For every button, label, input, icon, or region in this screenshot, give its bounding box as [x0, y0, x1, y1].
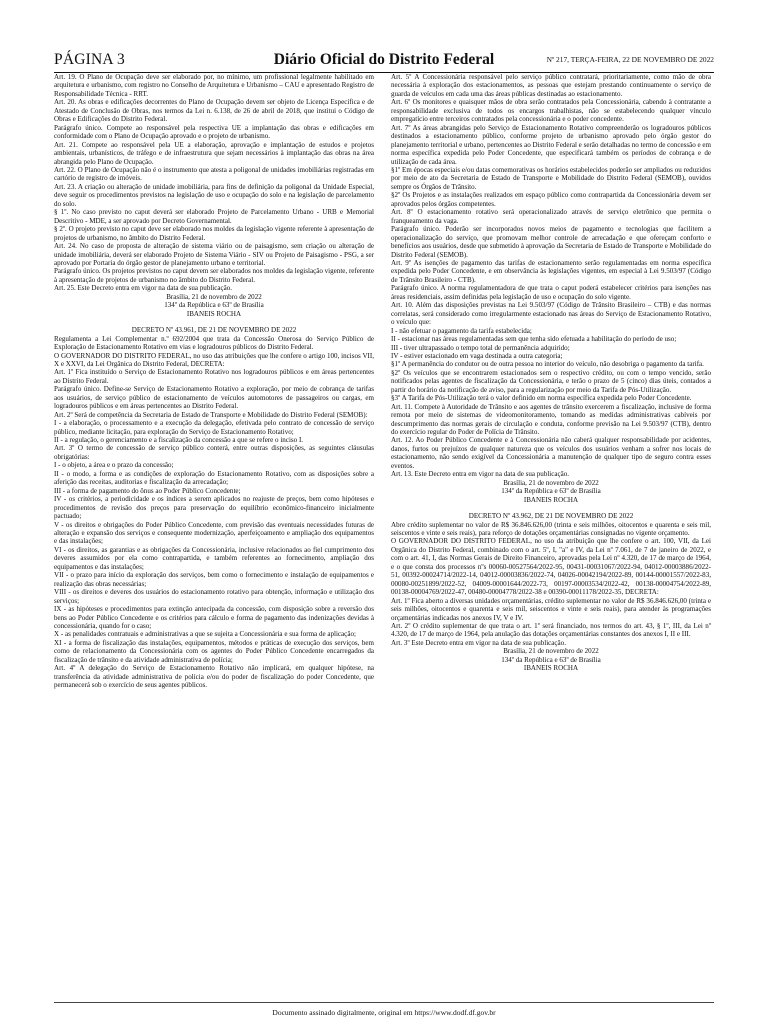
- paragraph: Art. 2º Será de competência da Secretaria de Estado de Transporte e Mobilidade do Distrito Federal (SEMOB):: [54, 410, 368, 419]
- paragraph: DECRETO Nº 43.962, DE 21 DE NOVEMBRO DE 2022: [468, 512, 634, 521]
- paragraph: VI - os direitos, as garantias e as obrigações da Concessionária, inclusive relacionados ao fiel cumprimento dos deveres assumidos por ela como contrapartida, e também referentes ao fornecimento, ampliação dos equipamentos e das instalações;: [54, 545, 374, 571]
- paragraph: VII - o prazo para início da exploração dos serviços, bem como o fornecimento e instalação de equipamentos e realização das obras necessárias;: [54, 571, 374, 588]
- paragraph: I - não efetuar o pagamento da tarifa estabelecida;: [391, 326, 532, 335]
- paragraph: §2º Os Projetos e as instalações realizados em espaço público como contrapartida da Concessionária devem ser aprovados pelos órgãos competentes.: [391, 191, 711, 208]
- page-number: PÁGINA 3: [54, 51, 125, 68]
- paragraph: II - estacionar nas áreas regulamentadas sem que tenha sido efetuada a habilitação do período de uso;: [391, 335, 677, 344]
- paragraph: Art. 1º Fica aberto a diversas unidades orçamentárias, crédito suplementar no valor de R$ 36.846.626,00 (trinta e seis milhões, oitocentos e quarenta e seis mil, seiscentos e vinte e seis reais), para atender às programações orçamentárias indicadas nos anexos IV, V e IV.: [391, 596, 711, 622]
- paragraph: § 2º. O projeto previsto no caput deve ser elaborado nos moldes da legislação vigente referente à apresentação de projetos de urbanismo, no âmbito do Distrito Federal.: [54, 225, 374, 242]
- paragraph: V - os direitos e obrigações do Poder Público Concedente, com previsão das eventuais necessidades futuras de alteração e expansão dos serviços e consequente modernização, aperfeiçoamento e ampliação dos equipamentos e das instalações;: [54, 520, 374, 546]
- paragraph: DECRETO Nº 43.961, DE 21 DE NOVEMBRO DE 2022: [131, 326, 297, 335]
- paragraph: Parágrafo único. Compete ao responsável pela respectiva UE a implantação das obras e edificações em conformidade com o Plano de Ocupação aprovado e o projeto de urbanismo.: [54, 123, 374, 141]
- paragraph: §1º A permanência do condutor ou de outra pessoa no interior do veículo, não desobriga o pagamento da tarifa.: [391, 360, 704, 369]
- paragraph: X - as penalidades contratuais e administrativas a que se sujeita a Concessionária e sua forma de aplicação;: [54, 630, 356, 639]
- paragraph: Brasília, 21 de novembro de 2022: [503, 478, 599, 487]
- paragraph: Art. 11. Compete à Autoridade de Trânsito e aos agentes de trânsito exercerem a fiscalização, inclusive de forma remota por meio de sistemas de videomonitoramento, tomando as medidas administrativas cabíveis por descumprimento das normas gerais de circulação e conduta, conforme previsão na Lei 9.503/97 (CTB), dentro do exercício regular do Poder de Polícia de Trânsito.: [391, 402, 711, 437]
- paragraph: 134º da República e 63º de Brasília: [164, 301, 264, 310]
- paragraph: Art. 21. Compete ao responsável pela UE a elaboração, aprovação e implantação de estudos e projetos ambientais, urbanísticos, de tráfego e de infraestrutura que sejam necessários à implantação das obras na área abrangida pelo Plano de Ocupação.: [54, 140, 374, 166]
- paragraph: 134º da República e 63º de Brasília: [501, 487, 601, 496]
- paragraph: Art. 19. O Plano de Ocupação deve ser elaborado por, no mínimo, um profissional legalmente habilitado em arquitetura e urbanismo, com registro no Conselho de Arquitetura e Urbanismo – CAU e apresentado Registro de Responsabilidade Técnica - RRT.: [54, 73, 374, 98]
- paragraph: Art. 3º Este Decreto entra em vigor na data de sua publicação.: [391, 638, 566, 647]
- paragraph: XI - a forma de fiscalização das instalações, equipamentos, métodos e práticas de execução dos serviços, bem como de relacionamento da Concessionária com os agentes do Poder Público Concedente encarregados da fiscalização de trânsito e da atividade administrativa de polícia;: [54, 638, 374, 664]
- paragraph: Art. 1º Fica instituído o Serviço de Estacionamento Rotativo nos logradouros públicos e em áreas pertencentes ao Distrito Federal.: [54, 368, 374, 385]
- paragraph: Art. 5º A Concessionária responsável pelo serviço público contratará, prioritariamente, como mão de obra necessária à exploração dos estacionamentos, as pessoas que estejam prestando continuamente o serviço de guarda de veículos em cada uma das áreas públicas destinadas ao estacionamento.: [391, 73, 711, 98]
- paragraph: Brasília, 21 de novembro de 2022: [166, 292, 262, 301]
- paragraph: I - a elaboração, o processamento e a execução da delegação, efetivada pelo contrato de concessão de serviço público, mediante licitação, para exploração do Serviço de Estacionamento Rotativo;: [54, 419, 374, 436]
- footer-divider: [54, 1002, 714, 1003]
- paragraph: Art. 22. O Plano de Ocupação não é o instrumento que atesta a poligonal de unidades imobiliárias registradas em cartório de registro de imóveis.: [54, 165, 374, 183]
- paragraph: IV - os critérios, a periodicidade e os índices a serem aplicados no reajuste de preços, bem como hipóteses e procedimentos de revisão dos preços para preservação do equilíbrio econômico-financeiro inicialmente pactuado;: [54, 495, 374, 521]
- paragraph: § 1º. No caso previsto no caput deverá ser elaborado Projeto de Parcelamento Urbano - URB e Memorial Descritivo - MDE, a ser aprovado por Decreto Governamental.: [54, 208, 374, 225]
- paragraph: §1º Em épocas especiais e/ou datas comemorativas os horários estabelecidos poderão ser ampliados ou reduzidos por meio de ato da Secretaria de Estado de Transporte e Mobilidade do Distrito Federal (SEMOB), ouvidos sempre os Órgãos de Trânsito.: [391, 165, 711, 191]
- paragraph: IV - estiver estacionado em vaga destinada a outra categoria;: [391, 351, 563, 360]
- paragraph: Parágrafo único. Poderão ser incorporados novos meios de pagamento e tecnologias que facilitem a operacionalização do serviço, que promovam melhor controle de arrecadação e que ofereçam conforto e benefícios aos usuários, desde que submetido à aprovação da Secretaria de Estado de Transporte e Mobilidade do Distrito Federal (SEMOB).: [391, 225, 711, 259]
- paragraph: Brasília, 21 de novembro de 2022: [503, 647, 599, 656]
- paragraph: Art. 10. Além das disposições previstas na Lei 9.503/97 (Código de Trânsito Brasileiro – CTB) e das normas correlatas, será considerado como irregularmente estacionado nas áreas do Serviço de Estacionamento Rotativo, o veículo que:: [391, 301, 711, 327]
- paragraph: Art. 23. A criação ou alteração de unidade imobiliária, para fins de definição da poligonal da Unidade Especial, deve seguir os procedimentos previstos na legislação de uso e ocupação do solo e na legislação de parcelamento do solo.: [54, 182, 374, 208]
- paragraph: III - tiver ultrapassado o tempo total de permanência adquirido;: [391, 343, 570, 352]
- paragraph: O GOVERNADOR DO DISTRITO FEDERAL, no uso da atribuição que lhe confere o art. 100, VII, da Lei Orgânica do Distrito Federal, combinado com o art. 5º, I, "a" e IV, da Lei nº 7.061, de 7 de janeiro de 2022, e com o art. 41, I, das Normas Gerais de Direito Financeiro, aprovadas pela Lei nº 4.320, de 17 de março de 1964, e o que consta dos processos nºs 00060-00527564/2022-95, 00431-00031067/2022-94, 04012-00003886/2022-51, 00392-00024714/2022-14, 04012-00003836/2022-74, 04026-00042194/2022-89, 00144-00001557/2022-83, 00080-00251899/2022-52, 04009-00001644/2022-73, 00197-00003534/2022-42, 00138-00004754/2022-89, 00138-00004769/2022-47, 00480-00004778/2022-38 e 00390-00011178/2022-35, DECRETA:: [391, 537, 711, 597]
- paragraph: Parágrafo único. A norma regulamentadora de que trata o caput poderá estabelecer critérios para isenções nas áreas residenciais, assim definidas pela legislação de uso e ocupação do solo vigente.: [391, 284, 711, 301]
- paragraph: Parágrafo único. Define-se Serviço de Estacionamento Rotativo a exploração, por meio de cobrança de tarifas aos usuários, de serviço público de estacionamento de veículos automotores de passageiros ou cargas, em logradouros públicos e em áreas pertencentes ao Distrito Federal.: [54, 385, 374, 411]
- footer-note: Documento assinado digitalmente, original em https://www.dodf.df.gov.br: [272, 1008, 496, 1017]
- paragraph: Art. 13. Este Decreto entra em vigor na data de sua publicação.: [391, 470, 570, 479]
- paragraph: Art. 6º Os monitores e quaisquer mãos de obra serão contratados pela Concessionária, cabendo à contratante a responsabilidade exclusiva de todos os encargos trabalhistas, não se estabelecendo qualquer vínculo empregatício entre terceiros contratados pela concessionária e o poder concedente.: [391, 98, 711, 124]
- paragraph: Art. 24. No caso de proposta de alteração de sistema viário ou de paisagismo, sem criação ou alteração de unidade imobiliária, deverá ser elaborado Projeto de Sistema Viário - SIV ou Projeto de Paisagismo - PSG, a ser aprovado por Portaria do órgão gestor de planejamento urbano e territorial.: [54, 242, 374, 267]
- page-header: [54, 50, 714, 73]
- paragraph: I - o objeto, a área e o prazo da concessão;: [54, 461, 174, 470]
- paragraph: III - a forma de pagamento do ônus ao Poder Público Concedente;: [54, 486, 241, 495]
- edition-info: Nº 217, TERÇA-FEIRA, 22 DE NOVEMBRO DE 2022: [546, 55, 714, 64]
- right-column: [391, 73, 711, 1003]
- paragraph: Art. 20. As obras e edificações decorrentes do Plano de Ocupação devem ser objeto de Licença Específica e de Atestado de Conclusão de Obras, nos termos da Lei n. 6.138, de 26 de abril de 2018, que institui o Código de Obras e Edificações do Distrito Federal.: [54, 98, 374, 124]
- paragraph: IBANEIS ROCHA: [523, 495, 579, 504]
- paragraph: IX - as hipóteses e procedimentos para extinção antecipada da concessão, com disposição sobre a reversão dos bens ao Poder Público Concedente e os critérios para cálculo e forma de pagamento das indenizações devidas à concessionária, quando for o caso;: [54, 605, 374, 630]
- paragraph: §3º A Tarifa de Pós-Utilização terá o valor definido em norma específica expedida pelo Poder Concedente.: [391, 394, 692, 403]
- paragraph: Art. 8º O estacionamento rotativo será operacionalizado através de serviço eletrônico que permita o franqueamento da vaga.: [391, 208, 711, 225]
- paragraph: 134º da República e 63º de Brasília: [501, 655, 601, 664]
- paragraph: Art. 7º As áreas abrangidas pelo Serviço de Estacionamento Rotativo compreenderão os logradouros públicos destinados a estacionamento público, conforme projeto de urbanismo aprovado pelo órgão gestor do planejamento territorial e urbano, pertencentes ao Distrito Federal e serão detalhadas no termo de concessão e em norma específica expedida pelo Poder Concedente, que especificará também os períodos de cobrança e de utilização de cada área.: [391, 123, 711, 166]
- paragraph: Art. 25. Este Decreto entra em vigor na data de sua publicação.: [54, 284, 233, 293]
- paragraph: Art. 4º A delegação do Serviço de Estacionamento Rotativo não implicará, em qualquer hipótese, na transferência da atividade administrativa de polícia e/ou do poder de fiscalização do poder Concedente, que permanecerá sob o exercício de seus agentes públicos.: [54, 664, 374, 690]
- paragraph: Regulamenta a Lei Complementar n.º 692/2004 que trata da Concessão Onerosa do Serviço Público de Exploração de Estacionamento Rotativo em vias e logradouros públicos do Distrito Federal.: [54, 334, 374, 352]
- paragraph: II - a regulação, o gerenciamento e a fiscalização da concessão a que se refere o inciso I.: [54, 436, 304, 445]
- gazette-title: Diário Oficial do Distrito Federal: [273, 51, 495, 68]
- paragraph: O GOVERNADOR DO DISTRITO FEDERAL, no uso das atribuições que lhe confere o artigo 100, incisos VII, X e XXVI, da Lei Orgânica do Distrito Federal, DECRETA:: [54, 351, 374, 368]
- paragraph: Abre crédito suplementar no valor de R$ 36.846.626,00 (trinta e seis milhões, oitocentos e quarenta e seis mil, seiscentos e vinte e seis reais), para reforço de dotações orçamentárias consignadas no vigente orçamento.: [391, 520, 711, 538]
- paragraph: Parágrafo único. Os projetos previstos no caput devem ser elaborados nos moldes da legislação vigente, referente à apresentação de projetos de urbanismo no âmbito do Distrito Federal.: [54, 267, 374, 284]
- paragraph: VIII - os direitos e deveres dos usuários do estacionamento rotativo para obtenção, informação e utilização dos serviços;: [54, 588, 374, 605]
- paragraph: Art. 9º As isenções de pagamento das tarifas de estacionamento serão regulamentadas em norma específica expedida pelo Poder Concedente, e em observância às legislações vigentes, em especial à Lei 9.503/97 (Código de Trânsito Brasileiro - CTB).: [391, 258, 711, 284]
- paragraph: Art. 2º O crédito suplementar de que trata o art. 1º será financiado, nos termos do art. 43, § 1º, III, da Lei nº 4.320, de 17 de março de 1964, pela anulação das dotações orçamentárias constantes dos anexos I, II e III.: [391, 622, 711, 639]
- paragraph: II - o modo, a forma e as condições de exploração do Estacionamento Rotativo, com as disposições sobre a aferição das receitas, auditorias e fiscalização da arrecadação;: [54, 469, 374, 487]
- paragraph: IBANEIS ROCHA: [186, 309, 242, 318]
- paragraph: Art. 12. Ao Poder Público Concedente e à Concessionária não caberá qualquer responsabilidade por acidentes, danos, furtos ou prejuízos de qualquer natureza que os veículos dos usuários venham a sofrer nos locais de estacionamento, não sendo exigível da Concessionária a manutenção de qualquer tipo de seguro contra esses eventos.: [391, 436, 711, 470]
- paragraph: Art. 3º O termo de concessão de serviço público conterá, entre outras disposições, as seguintes cláusulas obrigatórias:: [54, 444, 374, 461]
- paragraph: §2º Os veículos que se encontrarem estacionados sem o respectivo crédito, ou com o tempo vencido, serão notificados pelas agentes de fiscalização da Concessionária, e terão o prazo de 5 (cinco) dias úteis, contados a partir do horário da notificação de aviso, para a regularização por meio da Tarifa de Pós-Utilização.: [391, 368, 711, 394]
- left-column: [54, 73, 374, 1003]
- paragraph: IBANEIS ROCHA: [523, 664, 579, 673]
